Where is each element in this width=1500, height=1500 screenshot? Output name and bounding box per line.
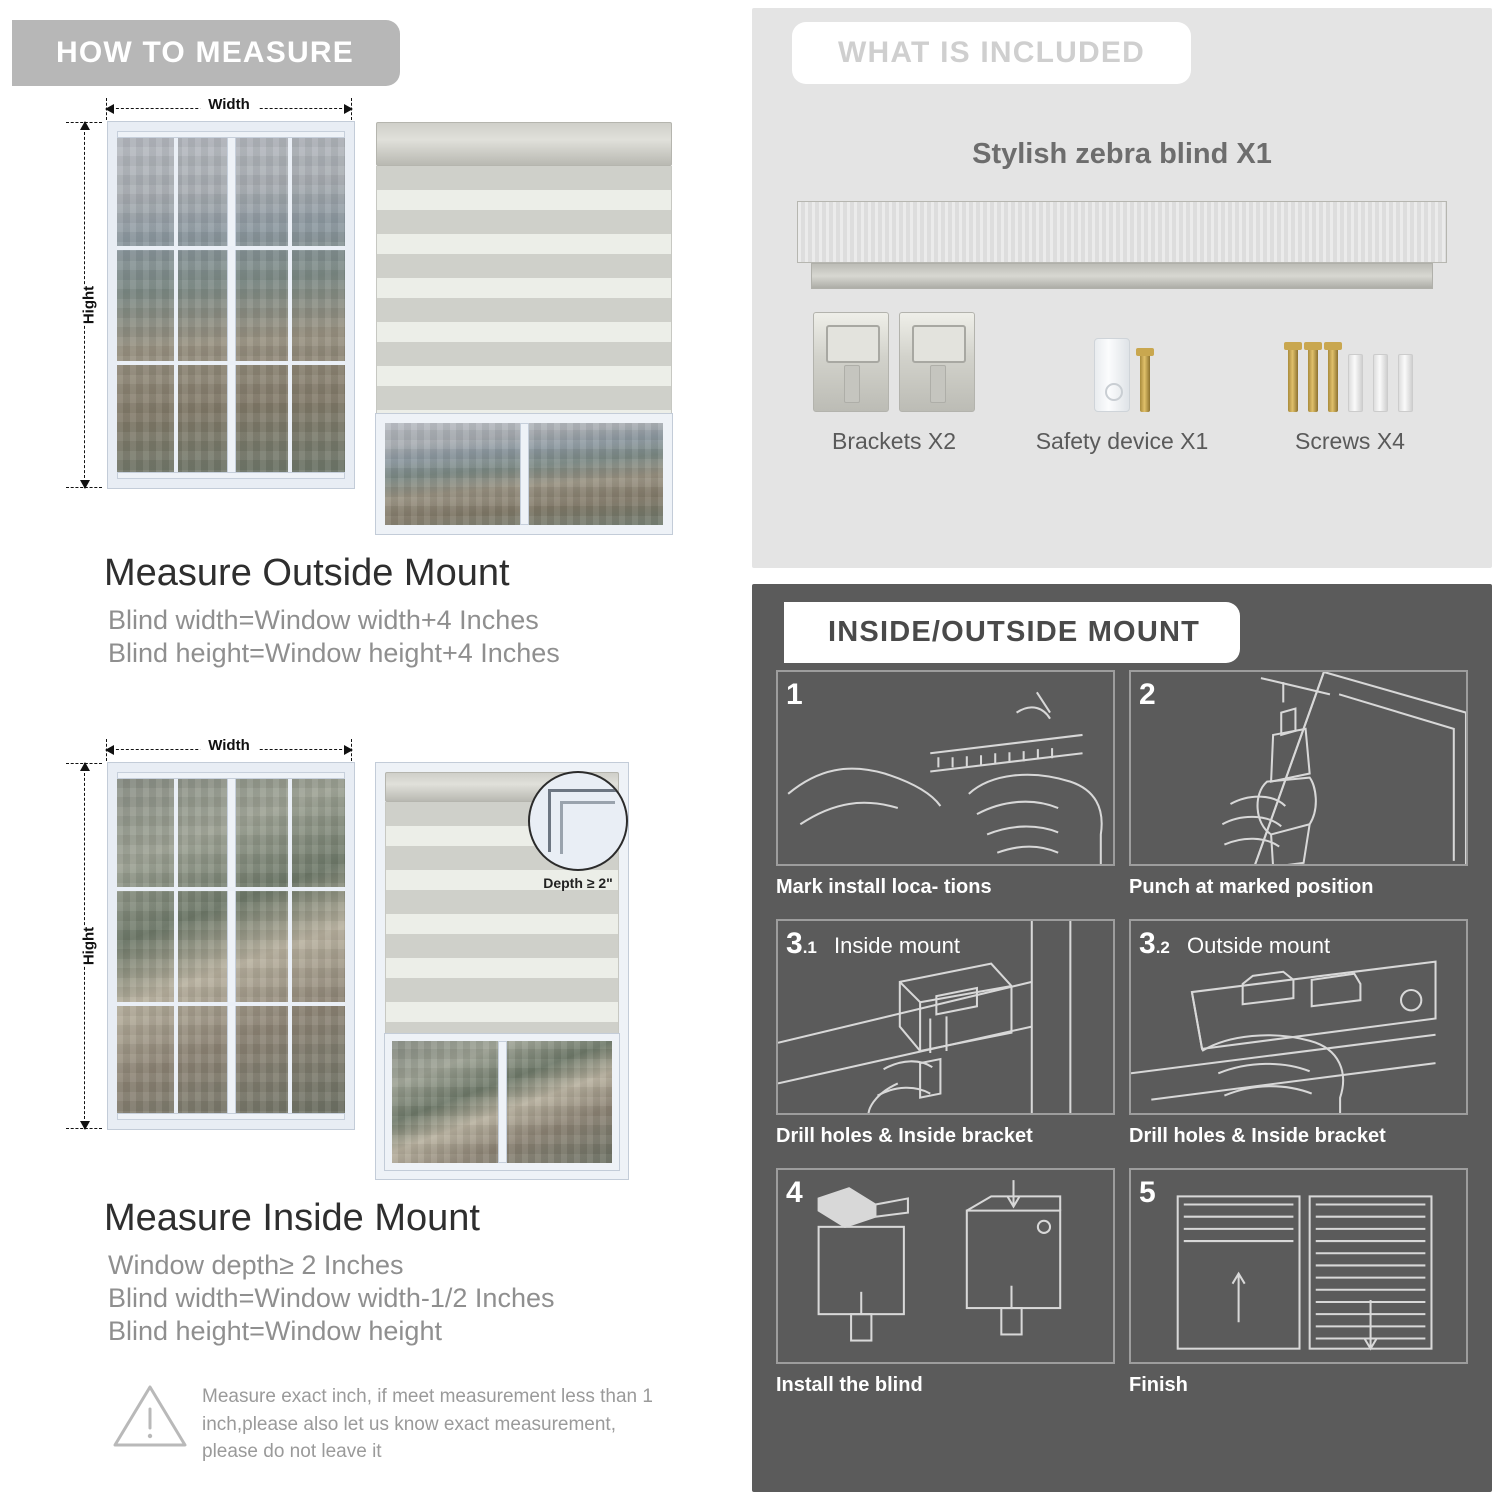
outside-height-label: Hight [80, 285, 98, 325]
finish-sketch [1131, 1170, 1466, 1364]
step-1-number: 1 [786, 678, 803, 711]
product-label: Stylish zebra blind X1 [972, 138, 1272, 170]
step-3-1-number: 3.1 [786, 927, 817, 960]
step-3-2-caption: Drill holes & Inside bracket [1129, 1125, 1386, 1147]
window-frame [108, 122, 354, 488]
step-3-1 [776, 919, 1115, 1148]
inside-mount-line-1: Window depth≥ 2 Inches [108, 1250, 404, 1280]
step-3-2-mode-label: Outside mount [1187, 933, 1331, 958]
window-below-blind [385, 1034, 619, 1170]
step-2 [1129, 670, 1468, 899]
how-to-measure-header: HOW TO MEASURE [12, 20, 400, 86]
inside-outside-mount-panel [752, 584, 1492, 1492]
zebra-blind-product [797, 201, 1447, 297]
step-2-caption: Punch at marked position [1129, 876, 1374, 898]
depth-callout [522, 771, 634, 891]
part-screws-label: Screws X4 [1295, 428, 1405, 454]
part-safety-device [1012, 306, 1232, 455]
step-2-number: 2 [1139, 678, 1156, 711]
step-1-caption: Mark install loca- tions [776, 876, 992, 898]
inside-mount-line-3: Blind height=Window height [108, 1316, 442, 1346]
inside-width-dimension [106, 737, 352, 763]
install-blind-sketch [778, 1170, 1113, 1364]
outside-blind-diagram [376, 122, 672, 534]
what-is-included-header: WHAT IS INCLUDED [792, 22, 1191, 84]
outside-mount-illustration [0, 96, 744, 534]
outside-mount-block [0, 0, 744, 669]
step-3-2-image [1129, 919, 1468, 1115]
inside-height-dimension [62, 763, 108, 1129]
safety-device-icon [1012, 306, 1232, 412]
outside-width-dimension [106, 96, 352, 122]
depth-label: Depth ≥ 2" [543, 875, 613, 891]
inside-width-label: Width [200, 737, 258, 754]
step-5-caption: Finish [1129, 1374, 1188, 1396]
inside-window-diagram [62, 737, 354, 1129]
step-3-1-caption: Drill holes & Inside bracket [776, 1125, 1033, 1147]
step-1 [776, 670, 1115, 899]
bracket-icon [784, 306, 1004, 412]
part-screws [1240, 306, 1460, 455]
step-5-number: 5 [1139, 1176, 1156, 1209]
measure-note [112, 1383, 672, 1466]
outside-width-label: Width [200, 96, 258, 113]
how-to-measure-panel [0, 0, 744, 1500]
step-3-1-image [776, 919, 1115, 1115]
window-frame [108, 763, 354, 1129]
measure-note-text: Measure exact inch, if meet measurement less than 1 inch,please also let us know exact measurement, please do not leave it [202, 1386, 653, 1463]
warning-icon [112, 1383, 188, 1449]
step-3-2-number: 3.2 [1139, 927, 1170, 960]
inside-mount-line-2: Blind width=Window width-1/2 Inches [108, 1283, 555, 1313]
inside-mount-illustration [0, 737, 744, 1179]
step-4-number: 4 [786, 1176, 803, 1209]
inside-outside-mount-header: INSIDE/OUTSIDE MOUNT [784, 602, 1240, 663]
inside-mount-title: Measure Inside Mount [104, 1197, 480, 1239]
measure-tape-sketch [778, 672, 1113, 866]
right-column [744, 0, 1500, 1500]
outside-mount-line-1: Blind width=Window width+4 Inches [108, 605, 539, 635]
window-below-blind [376, 414, 672, 534]
step-2-image [1129, 670, 1468, 866]
inside-blind-diagram [376, 763, 628, 1179]
step-4-caption: Install the blind [776, 1374, 923, 1396]
inside-height-label: Hight [80, 926, 98, 966]
blind-fabric [376, 166, 672, 414]
step-1-image [776, 670, 1115, 866]
step-5 [1129, 1168, 1468, 1397]
what-is-included-panel [752, 8, 1492, 568]
part-brackets [784, 306, 1004, 455]
screws-icon [1240, 306, 1460, 412]
part-brackets-label: Brackets X2 [832, 428, 956, 454]
outside-mount-title: Measure Outside Mount [104, 552, 510, 594]
step-4-image [776, 1168, 1115, 1364]
depth-detail-circle [528, 771, 628, 871]
step-4 [776, 1168, 1115, 1397]
drill-sketch [1131, 672, 1466, 866]
install-steps [752, 670, 1492, 1415]
outside-window-diagram [62, 96, 354, 488]
step-5-image [1129, 1168, 1468, 1364]
inside-mount-block [0, 669, 744, 1347]
parts-list [752, 335, 1492, 455]
step-3-1-mode-label: Inside mount [834, 933, 960, 958]
part-safety-device-label: Safety device X1 [1035, 428, 1209, 454]
outside-mount-line-2: Blind height=Window height+4 Inches [108, 638, 560, 668]
blind-headrail [376, 122, 672, 166]
step-3-2 [1129, 919, 1468, 1148]
outside-height-dimension [62, 122, 108, 488]
